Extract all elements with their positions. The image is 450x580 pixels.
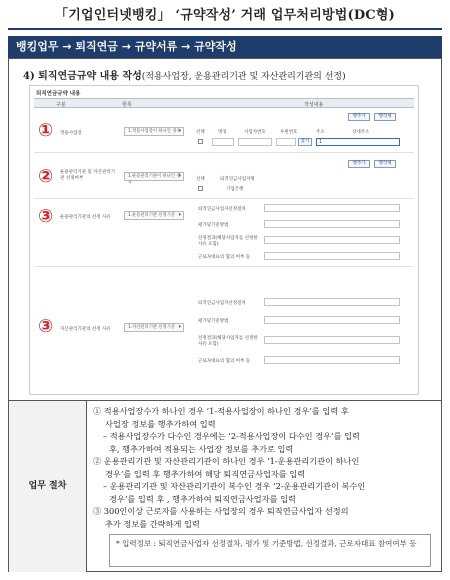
navigation-path-banner: 뱅킹업무 → 퇴직연금 → 규약서류 → 규약작성 (8, 36, 442, 58)
row4-label: 자산관리기관의 선정 사유 (60, 327, 111, 332)
row3-input-4[interactable] (264, 252, 400, 260)
procedure-line-10: 추가 정보를 간략하게 입력 (105, 518, 200, 529)
row1-col-address: 주소 (316, 130, 325, 135)
procedure-line-1: ① 적용사업장수가 하나인 경우 ‘1-적용사업장이 하나인 경우’를 입력 후 (93, 406, 349, 416)
row4-item-2: 평가및기준방법 (198, 319, 229, 324)
row3-label: 운용관리기관의 선정 사유 (60, 215, 111, 220)
row-divider (34, 266, 414, 267)
row2-col-provider: 퇴직연금사업자명 (220, 177, 255, 182)
row4-item-3: 선정결과(해당사업자를 선정한 사유 포함) (198, 336, 258, 347)
row3-input-3[interactable] (264, 236, 400, 244)
table-header-row (34, 98, 414, 108)
procedure-line-8: 경우’를 입력 후 , 행추가하여 퇴직연금사업자를 입력 (109, 493, 296, 504)
row4-input-4[interactable] (264, 356, 400, 364)
row1-col-name: 명칭 (218, 130, 227, 135)
section-heading (23, 67, 346, 82)
header-category: 구분 (56, 102, 66, 108)
procedure-line-4: 후, 행추가하여 적용되는 사업장 정보를 추가로 입력 (109, 443, 294, 454)
row3-input-1[interactable] (264, 204, 400, 212)
row1-delete-row-button[interactable]: 행삭제 (374, 113, 396, 121)
row1-col-bizno: 사업자번호 (244, 130, 266, 135)
marker-2: ② (38, 166, 54, 187)
procedure-line-3: – 적용사업장수가 다수인 경우에는 ‘2-적용사업장이 다수인 경우’를 입력 (103, 431, 360, 441)
embedded-screenshot (29, 85, 419, 395)
row4-item-1: 퇴직연금사업자선정절차 (198, 301, 246, 306)
row-divider (34, 152, 414, 153)
procedure-text (93, 405, 437, 530)
row2-provider-value: 기업은행 (226, 187, 244, 192)
procedure-line-2: 사업장 정보를 행추가하여 입력 (105, 418, 216, 429)
procedure-line-9: ③ 300인이상 근로자를 사용하는 사업장의 경우 퇴직연금사업자 선정의 (93, 506, 349, 516)
row1-col-select: 선택 (196, 130, 205, 135)
row2-label: 운용관리기관 및 자산관리기관 선정여부 (60, 170, 116, 181)
row1-zip-search-button[interactable]: 찾기 (298, 138, 312, 146)
row1-checkbox[interactable] (198, 139, 203, 144)
marker-3a: ③ (38, 206, 54, 227)
row3-item-2: 평가및기준방법 (198, 223, 229, 228)
row4-item-4: 근로자대표의 협의 여부 등 (198, 359, 251, 364)
screenshot-title: 퇴직연금규약 내용 (36, 91, 81, 97)
row2-delete-row-button[interactable]: 행삭제 (374, 160, 396, 168)
row2-checkbox[interactable] (198, 186, 203, 191)
header-item: 항목 (122, 102, 132, 108)
procedure-line-7: – 운용관리기관 및 자산관리기관이 복수인 경우 ‘2-운용관리기관이 복수인 (103, 481, 366, 491)
row2-select[interactable]: 1.운용관리기관이 하나인 경우 ▾ (124, 172, 184, 181)
row4-input-2[interactable] (264, 316, 400, 324)
procedure-line-5: ② 운용관리기관 및 자산관리기관이 하나인 경우 ‘1-운용관리기관이 하나인 (93, 456, 360, 466)
row1-col-zip: 우편번호 (280, 130, 298, 135)
row1-bizno-input[interactable] (238, 138, 272, 146)
marker-1: ① (38, 120, 54, 141)
row1-address-input[interactable]: 1 (316, 138, 400, 146)
row3-item-3: 선정결과(해당사업자를 선정한 사유 포함) (198, 236, 258, 247)
row2-add-row-button[interactable]: 행추가 (348, 160, 370, 168)
row3-input-2[interactable] (264, 220, 400, 228)
row1-col-detail: 상세주소 (352, 130, 370, 135)
header-content: 작성내용 (304, 102, 324, 108)
procedure-section (9, 400, 441, 571)
row4-input-3[interactable] (264, 336, 400, 344)
row1-label: 적용사업장 (60, 131, 82, 136)
section-subtitle: (적용사업장, 운용관리기관 및 자산관리기관의 선정) (141, 72, 346, 82)
row3-item-4: 근로자대표의 협의 여부 등 (198, 255, 251, 260)
section-title: 4) 퇴직연금규약 내용 작성 (23, 71, 142, 82)
row4-select[interactable]: 1.자산관리기관 선정기준 ▾ (124, 323, 184, 332)
document-title: 「기업인터넷뱅킹」 ‘규약작성’ 거래 업무처리방법(DC형) (8, 6, 442, 30)
row1-add-row-button[interactable]: 행추가 (348, 113, 370, 121)
procedure-line-6: 경우’를 입력 후 행추가하여 해당 퇴직연금사업자를 입력 (105, 468, 306, 479)
content-frame (8, 58, 442, 572)
input-info-note: * 입력정보 : 퇴직연금사업자 선정절차, 평가 및 기준방법, 선정결과, 근로자대표 참여여부 등 (109, 534, 431, 567)
row2-col-select: 선택 (196, 177, 205, 182)
procedure-label: 업무 절차 (9, 401, 87, 572)
row1-name-input[interactable] (212, 138, 234, 146)
row4-input-1[interactable] (264, 298, 400, 306)
row1-zip-input[interactable] (276, 138, 296, 146)
row-divider (34, 198, 414, 199)
row3-item-1: 퇴직연금사업자선정절차 (198, 207, 246, 212)
row1-select[interactable]: 1.적용사업장이 하나인 경우 ▾ (124, 127, 184, 136)
marker-3b: ③ (38, 316, 54, 337)
row3-select[interactable]: 1.운용관리기관 선정기준 ▾ (124, 211, 184, 220)
